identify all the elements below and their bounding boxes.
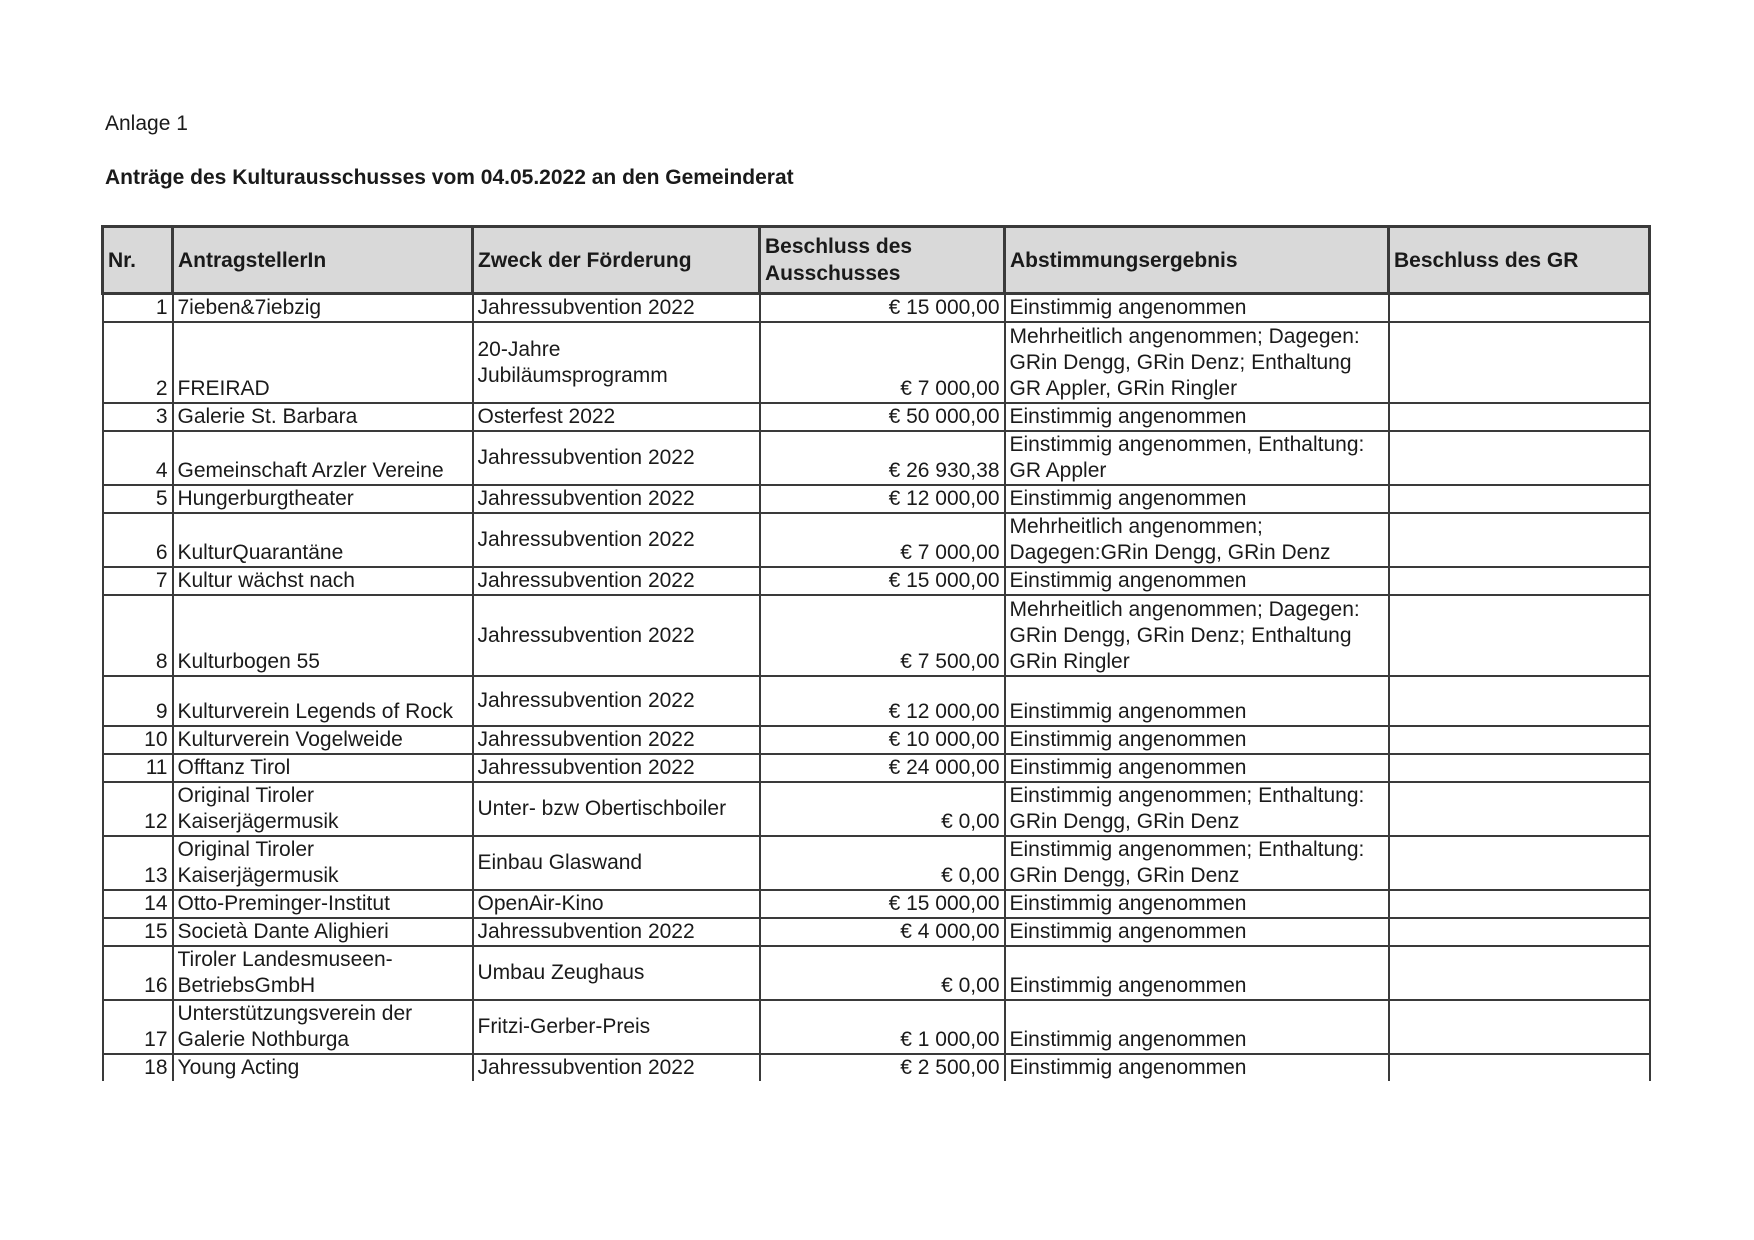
- voting-result: Einstimmig angenommen: [1005, 1000, 1389, 1054]
- row-number: 6: [103, 513, 173, 567]
- applicant-name: Offtanz Tirol: [173, 754, 473, 782]
- applicant-name: Original Tiroler Kaiserjägermusik: [173, 782, 473, 836]
- table-header-row: [103, 227, 1650, 294]
- funding-purpose: Jahressubvention 2022: [473, 1054, 760, 1081]
- funding-purpose: Jahressubvention 2022: [473, 485, 760, 513]
- voting-result: Einstimmig angenommen: [1005, 676, 1389, 726]
- voting-result: Einstimmig angenommen: [1005, 485, 1389, 513]
- funding-purpose: Fritzi-Gerber-Preis: [473, 1000, 760, 1054]
- voting-result: Einstimmig angenommen; Enthaltung: GRin Dengg, GRin Denz: [1005, 836, 1389, 890]
- council-decision: [1389, 513, 1650, 567]
- header-beschluss-ausschuss: Beschluss des Ausschusses: [760, 227, 1005, 294]
- committee-amount: € 15 000,00: [760, 294, 1005, 323]
- funding-purpose: Jahressubvention 2022: [473, 918, 760, 946]
- row-number: 12: [103, 782, 173, 836]
- header-abstimmung: Abstimmungsergebnis: [1005, 227, 1389, 294]
- row-number: 18: [103, 1054, 173, 1081]
- table-row: [103, 403, 1650, 431]
- council-decision: [1389, 431, 1650, 485]
- applicant-name: Società Dante Alighieri: [173, 918, 473, 946]
- funding-purpose: Jahressubvention 2022: [473, 294, 760, 323]
- row-number: 2: [103, 322, 173, 403]
- committee-amount: € 24 000,00: [760, 754, 1005, 782]
- row-number: 16: [103, 946, 173, 1000]
- voting-result: Mehrheitlich angenommen; Dagegen: GRin Dengg, GRin Denz; Enthaltung GRin Ringler: [1005, 595, 1389, 676]
- table-row: [103, 513, 1650, 567]
- funding-purpose: Umbau Zeughaus: [473, 946, 760, 1000]
- committee-amount: € 15 000,00: [760, 890, 1005, 918]
- applications-table: [101, 225, 1651, 1081]
- council-decision: [1389, 595, 1650, 676]
- committee-amount: € 7 000,00: [760, 322, 1005, 403]
- council-decision: [1389, 782, 1650, 836]
- funding-purpose: Jahressubvention 2022: [473, 676, 760, 726]
- row-number: 5: [103, 485, 173, 513]
- attachment-label: Anlage 1: [105, 112, 188, 135]
- voting-result: Mehrheitlich angenommen; Dagegen:GRin Dengg, GRin Denz: [1005, 513, 1389, 567]
- header-beschluss-gr: Beschluss des GR: [1389, 227, 1650, 294]
- voting-result: Mehrheitlich angenommen; Dagegen: GRin Dengg, GRin Denz; Enthaltung GR Appler, GRin Ringler: [1005, 322, 1389, 403]
- applicant-name: Kulturverein Legends of Rock: [173, 676, 473, 726]
- row-number: 1: [103, 294, 173, 323]
- voting-result: Einstimmig angenommen; Enthaltung: GRin Dengg, GRin Denz: [1005, 782, 1389, 836]
- row-number: 9: [103, 676, 173, 726]
- voting-result: Einstimmig angenommen: [1005, 946, 1389, 1000]
- funding-purpose: Jahressubvention 2022: [473, 513, 760, 567]
- committee-amount: € 10 000,00: [760, 726, 1005, 754]
- table-row: [103, 1000, 1650, 1054]
- committee-amount: € 0,00: [760, 946, 1005, 1000]
- row-number: 17: [103, 1000, 173, 1054]
- committee-amount: € 4 000,00: [760, 918, 1005, 946]
- applicant-name: Unterstützungsverein der Galerie Nothburga: [173, 1000, 473, 1054]
- row-number: 13: [103, 836, 173, 890]
- document-title: Anträge des Kulturausschusses vom 04.05.2022 an den Gemeinderat: [105, 166, 794, 189]
- row-number: 4: [103, 431, 173, 485]
- header-nr: Nr.: [103, 227, 173, 294]
- council-decision: [1389, 294, 1650, 323]
- funding-purpose: Jahressubvention 2022: [473, 567, 760, 595]
- voting-result: Einstimmig angenommen: [1005, 294, 1389, 323]
- row-number: 10: [103, 726, 173, 754]
- council-decision: [1389, 918, 1650, 946]
- row-number: 11: [103, 754, 173, 782]
- table-row: [103, 918, 1650, 946]
- committee-amount: € 12 000,00: [760, 485, 1005, 513]
- table-row: [103, 322, 1650, 403]
- table-row: [103, 485, 1650, 513]
- committee-amount: € 0,00: [760, 782, 1005, 836]
- council-decision: [1389, 567, 1650, 595]
- table-row: [103, 1054, 1650, 1081]
- applicant-name: FREIRAD: [173, 322, 473, 403]
- committee-amount: € 50 000,00: [760, 403, 1005, 431]
- voting-result: Einstimmig angenommen: [1005, 726, 1389, 754]
- table-row: [103, 836, 1650, 890]
- table-row: [103, 782, 1650, 836]
- committee-amount: € 7 500,00: [760, 595, 1005, 676]
- funding-purpose: 20-Jahre Jubiläumsprogramm: [473, 322, 760, 403]
- applicant-name: KulturQuarantäne: [173, 513, 473, 567]
- council-decision: [1389, 485, 1650, 513]
- applicant-name: Hungerburgtheater: [173, 485, 473, 513]
- applicant-name: Tiroler Landesmuseen-BetriebsGmbH: [173, 946, 473, 1000]
- row-number: 3: [103, 403, 173, 431]
- row-number: 15: [103, 918, 173, 946]
- funding-purpose: Jahressubvention 2022: [473, 595, 760, 676]
- applicant-name: Kulturverein Vogelweide: [173, 726, 473, 754]
- council-decision: [1389, 726, 1650, 754]
- table-row: [103, 726, 1650, 754]
- committee-amount: € 7 000,00: [760, 513, 1005, 567]
- applicant-name: Galerie St. Barbara: [173, 403, 473, 431]
- applicant-name: 7ieben&7iebzig: [173, 294, 473, 323]
- table-row: [103, 294, 1650, 323]
- voting-result: Einstimmig angenommen: [1005, 754, 1389, 782]
- table-row: [103, 946, 1650, 1000]
- row-number: 14: [103, 890, 173, 918]
- header-zweck: Zweck der Förderung: [473, 227, 760, 294]
- table-row: [103, 595, 1650, 676]
- applicant-name: Young Acting: [173, 1054, 473, 1081]
- funding-purpose: Osterfest 2022: [473, 403, 760, 431]
- voting-result: Einstimmig angenommen: [1005, 890, 1389, 918]
- row-number: 8: [103, 595, 173, 676]
- committee-amount: € 1 000,00: [760, 1000, 1005, 1054]
- council-decision: [1389, 890, 1650, 918]
- voting-result: Einstimmig angenommen: [1005, 918, 1389, 946]
- funding-purpose: Unter- bzw Obertischboiler: [473, 782, 760, 836]
- committee-amount: € 2 500,00: [760, 1054, 1005, 1081]
- table-row: [103, 676, 1650, 726]
- table-row: [103, 567, 1650, 595]
- applicant-name: Gemeinschaft Arzler Vereine: [173, 431, 473, 485]
- applicant-name: Kulturbogen 55: [173, 595, 473, 676]
- committee-amount: € 15 000,00: [760, 567, 1005, 595]
- voting-result: Einstimmig angenommen: [1005, 1054, 1389, 1081]
- council-decision: [1389, 946, 1650, 1000]
- funding-purpose: Jahressubvention 2022: [473, 726, 760, 754]
- table-row: [103, 754, 1650, 782]
- table-row: [103, 890, 1650, 918]
- applicant-name: Otto-Preminger-Institut: [173, 890, 473, 918]
- council-decision: [1389, 1054, 1650, 1081]
- committee-amount: € 26 930,38: [760, 431, 1005, 485]
- funding-purpose: Jahressubvention 2022: [473, 754, 760, 782]
- voting-result: Einstimmig angenommen: [1005, 403, 1389, 431]
- council-decision: [1389, 403, 1650, 431]
- voting-result: Einstimmig angenommen, Enthaltung: GR Appler: [1005, 431, 1389, 485]
- voting-result: Einstimmig angenommen: [1005, 567, 1389, 595]
- council-decision: [1389, 754, 1650, 782]
- table-body: [103, 294, 1650, 1082]
- row-number: 7: [103, 567, 173, 595]
- header-antragsteller: AntragstellerIn: [173, 227, 473, 294]
- committee-amount: € 0,00: [760, 836, 1005, 890]
- committee-amount: € 12 000,00: [760, 676, 1005, 726]
- funding-purpose: Einbau Glaswand: [473, 836, 760, 890]
- table-row: [103, 431, 1650, 485]
- council-decision: [1389, 836, 1650, 890]
- applicant-name: Original Tiroler Kaiserjägermusik: [173, 836, 473, 890]
- council-decision: [1389, 322, 1650, 403]
- applicant-name: Kultur wächst nach: [173, 567, 473, 595]
- funding-purpose: Jahressubvention 2022: [473, 431, 760, 485]
- council-decision: [1389, 1000, 1650, 1054]
- funding-purpose: OpenAir-Kino: [473, 890, 760, 918]
- council-decision: [1389, 676, 1650, 726]
